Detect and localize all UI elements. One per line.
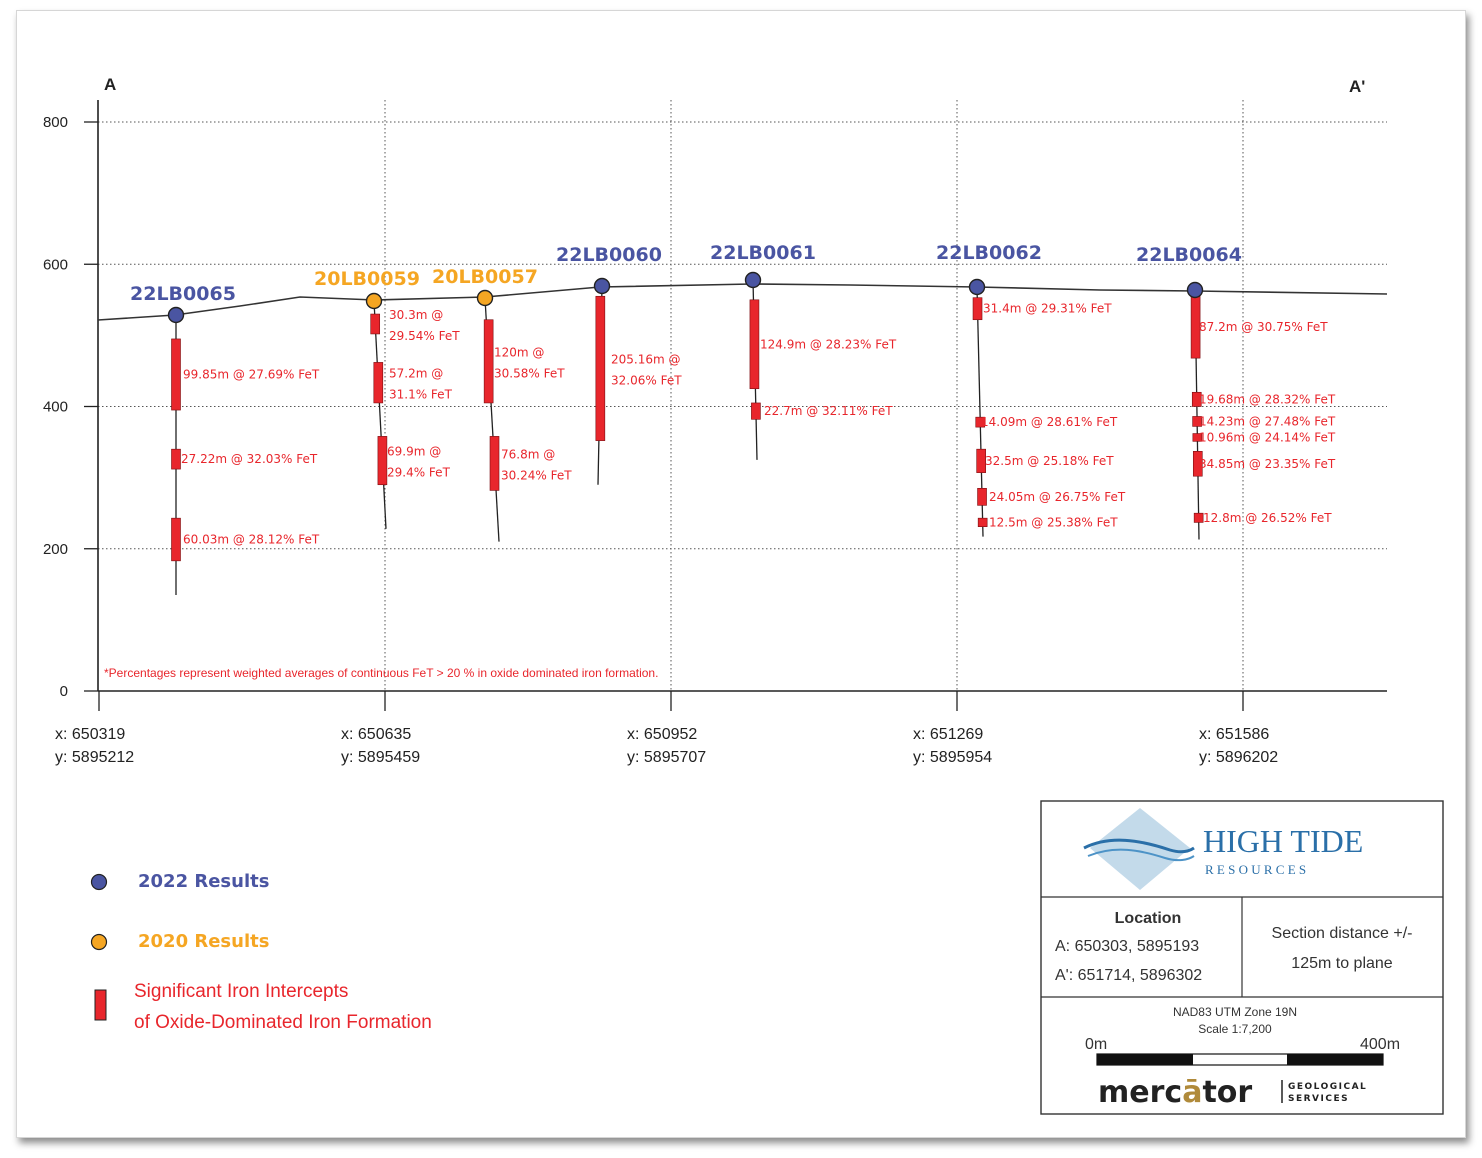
- coord-y-3: y: 5895707: [627, 749, 707, 766]
- legend-2022-label: 2022 Results: [138, 871, 270, 892]
- collar-marker: [169, 308, 184, 323]
- intercept-label: 34.85m @ 23.35% FeT: [1199, 456, 1336, 471]
- intercept-bar: [1194, 513, 1203, 522]
- legend-2022-marker: [92, 875, 107, 890]
- intercept-label: 205.16m @: [611, 352, 681, 367]
- location-a-prime: A': 651714, 5896302: [1055, 967, 1203, 984]
- intercept-bar: [978, 488, 987, 505]
- footnote: *Percentages represent weighted averages of continuous FeT > 20 % in oxide dominated iron formation.: [104, 666, 659, 680]
- section-distance-line2: 125m to plane: [1291, 955, 1393, 972]
- intercept-label: 76.8m @: [501, 447, 556, 462]
- intercept-label: 31.4m @ 29.31% FeT: [983, 301, 1112, 316]
- section-start-label: A: [104, 75, 117, 94]
- intercept-bar: [172, 518, 181, 561]
- hole-name-label: 22LB0060: [556, 244, 662, 266]
- title-block: [1041, 801, 1443, 1114]
- drill-hole-20LB0059: [314, 268, 460, 529]
- hole-name-label: 22LB0061: [710, 242, 816, 264]
- intercept-label: 32.06% FeT: [611, 373, 682, 388]
- collar-marker: [746, 273, 761, 288]
- intercept-bar: [750, 300, 759, 389]
- y-tick-label: 200: [42, 540, 68, 558]
- mercator-part3: tor: [1202, 1075, 1253, 1110]
- coord-x-2: x: 650635: [341, 726, 412, 743]
- svg-text:mercātor: [1098, 1075, 1252, 1110]
- datum: NAD83 UTM Zone 19N: [1172, 1005, 1298, 1019]
- intercept-label: 24.05m @ 26.75% FeT: [989, 489, 1126, 504]
- intercept-label: 19.68m @ 28.32% FeT: [1199, 392, 1336, 407]
- collar-marker: [595, 279, 610, 294]
- intercept-bar: [751, 403, 760, 419]
- intercept-bar: [378, 436, 387, 484]
- hole-name-label: 20LB0059: [314, 268, 420, 290]
- hole-name-label: 22LB0064: [1136, 244, 1242, 266]
- collar-marker: [1188, 283, 1203, 298]
- section-end-label: A': [1349, 77, 1366, 96]
- intercept-label: 14.23m @ 27.48% FeT: [1199, 414, 1336, 429]
- intercept-label: 14.09m @ 28.61% FeT: [981, 415, 1118, 430]
- intercept-label: 57.2m @: [389, 366, 444, 381]
- y-tick-label: 800: [42, 114, 68, 131]
- drill-trace: [374, 301, 386, 529]
- drill-holes: [130, 242, 1336, 595]
- x-axis-ticks: [99, 691, 1243, 711]
- coord-x-4: x: 651269: [913, 726, 984, 743]
- coordinate-labels: [55, 726, 1278, 766]
- intercept-label: 30.58% FeT: [494, 366, 565, 381]
- intercept-label: 22.7m @ 32.11% FeT: [764, 404, 893, 419]
- scale-bar-start: 0m: [1085, 1036, 1108, 1053]
- section-distance-line1: Section distance +/-: [1271, 925, 1413, 942]
- intercept-bar: [371, 314, 380, 334]
- y-tick-label: 0: [59, 683, 68, 700]
- intercept-label: 10.96m @ 24.14% FeT: [1199, 430, 1336, 445]
- legend-intercept-marker: [95, 990, 106, 1020]
- scale-bar: [1097, 1054, 1383, 1065]
- drill-hole-22LB0064: [1136, 244, 1336, 540]
- y-tick-label: 600: [42, 256, 68, 274]
- intercept-bar: [172, 339, 181, 410]
- intercept-label: 32.5m @ 25.18% FeT: [985, 453, 1114, 468]
- intercept-bar: [172, 449, 181, 469]
- drill-hole-22LB0065: [130, 283, 320, 595]
- hole-name-label: 22LB0062: [936, 242, 1042, 264]
- company-name: HIGH TIDE: [1203, 823, 1364, 859]
- coord-x-3: x: 650952: [627, 726, 698, 743]
- intercept-label: 69.9m @: [387, 444, 442, 459]
- intercept-label: 87.2m @ 30.75% FeT: [1199, 320, 1328, 335]
- intercept-bar: [490, 436, 499, 490]
- intercept-label: 30.3m @: [389, 307, 444, 322]
- coord-x-1: x: 650319: [55, 726, 126, 743]
- drill-hole-22LB0060: [556, 244, 682, 485]
- intercept-label: 12.5m @ 25.38% FeT: [989, 515, 1118, 530]
- company-subname: R E S O U R C E S: [1205, 862, 1307, 877]
- location-heading: Location: [1114, 910, 1182, 927]
- collar-marker: [970, 280, 985, 295]
- coord-x-5: x: 651586: [1199, 726, 1270, 743]
- location-a: A: 650303, 5895193: [1055, 938, 1200, 955]
- legend: [92, 871, 432, 1033]
- intercept-label: 30.24% FeT: [501, 468, 572, 483]
- intercept-bar: [973, 298, 982, 320]
- mercator-part2: ā: [1182, 1075, 1203, 1110]
- drill-hole-20LB0057: [432, 266, 572, 542]
- legend-2020-label: 2020 Results: [138, 931, 270, 952]
- legend-intercept-line2: of Oxide-Dominated Iron Formation: [134, 1012, 432, 1033]
- legend-2020-marker: [92, 935, 107, 950]
- coord-y-4: y: 5895954: [913, 749, 993, 766]
- mercator-sub2: SERVICES: [1288, 1094, 1350, 1104]
- intercept-label: 120m @: [494, 345, 545, 360]
- scale-bar-end: 400m: [1360, 1036, 1401, 1053]
- hole-name-label: 20LB0057: [432, 266, 538, 288]
- scale-text: Scale 1:7,200: [1198, 1022, 1272, 1036]
- mercator-part1: merc: [1098, 1075, 1183, 1110]
- intercept-bar: [374, 362, 383, 403]
- coord-y-1: y: 5895212: [55, 749, 135, 766]
- intercept-label: 31.1% FeT: [389, 387, 452, 402]
- y-tick-label: 400: [42, 398, 68, 416]
- intercept-bar: [596, 296, 605, 440]
- coord-y-5: y: 5896202: [1199, 749, 1279, 766]
- drill-hole-22LB0061: [710, 242, 897, 460]
- intercept-label: 124.9m @ 28.23% FeT: [760, 337, 897, 352]
- collar-marker: [367, 294, 382, 309]
- intercept-label: 27.22m @ 32.03% FeT: [181, 452, 318, 467]
- hole-name-label: 22LB0065: [130, 283, 236, 305]
- legend-intercept-line1: Significant Iron Intercepts: [134, 981, 349, 1002]
- intercept-bar: [978, 518, 987, 527]
- intercept-bar: [484, 320, 493, 403]
- intercept-label: 29.4% FeT: [387, 465, 450, 480]
- intercept-label: 12.8m @ 26.52% FeT: [1203, 510, 1332, 525]
- y-axis-ticks: [43, 114, 98, 700]
- mercator-sub1: GEOLOGICAL: [1288, 1082, 1368, 1092]
- coord-y-2: y: 5895459: [341, 749, 421, 766]
- collar-marker: [478, 291, 493, 306]
- intercept-label: 29.54% FeT: [389, 328, 460, 343]
- intercept-label: 99.85m @ 27.69% FeT: [183, 367, 320, 382]
- intercept-label: 60.03m @ 28.12% FeT: [183, 532, 320, 547]
